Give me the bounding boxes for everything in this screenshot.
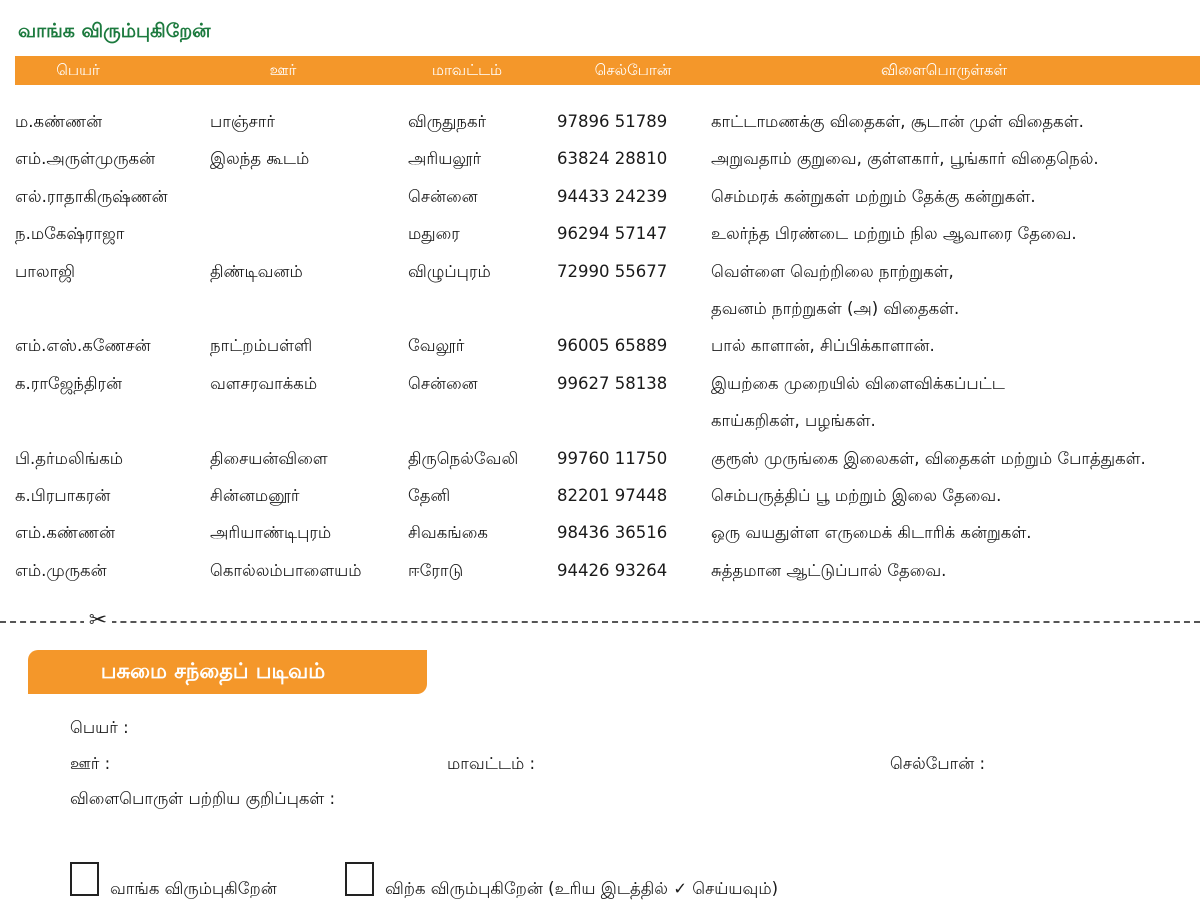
cell-phone: 72990 55677 xyxy=(557,261,668,281)
cell-product: செம்மரக் கன்றுகள் மற்றும் தேக்கு கன்றுகள். xyxy=(711,186,1036,206)
cut-line xyxy=(0,621,1200,623)
cell-phone: 96005 65889 xyxy=(557,336,668,356)
cell-town: பாஞ்சார் xyxy=(210,112,276,131)
cell-district: அரியலூர் xyxy=(408,149,482,169)
cell-product: சுத்தமான ஆட்டுப்பால் தேவை. xyxy=(711,560,947,580)
table-row xyxy=(0,224,1200,261)
column-header-name: பெயர் xyxy=(56,61,100,79)
cell-name: ந.மகேஷ்ராஜா xyxy=(15,224,125,244)
phone-field[interactable]: செல்போன் : xyxy=(890,754,986,773)
cell-town: நாட்றம்பள்ளி xyxy=(210,336,313,356)
cell-product: ஒரு வயதுள்ள எருமைக் கிடாரிக் கன்றுகள். xyxy=(711,523,1032,543)
cell-name: எம்.கண்ணன் xyxy=(15,523,115,543)
cell-name: பி.தர்மலிங்கம் xyxy=(15,448,124,468)
cell-district: சிவகங்கை xyxy=(408,523,488,543)
form-title-banner xyxy=(28,650,427,694)
cell-district: விருதுநகர் xyxy=(408,112,487,131)
cell-phone: 96294 57147 xyxy=(557,224,668,244)
table-row xyxy=(0,411,1200,448)
cell-name: எம்.அருள்முருகன் xyxy=(15,149,156,169)
cell-district: சென்னை xyxy=(408,186,478,206)
buy-checkbox[interactable] xyxy=(70,862,99,896)
column-header-district: மாவட்டம் xyxy=(431,61,503,79)
table-row xyxy=(0,486,1200,523)
cell-town: திசையன்விளை xyxy=(210,448,328,468)
table-row xyxy=(0,374,1200,411)
sell-option-label: விற்க விரும்புகிறேன் (உரிய இடத்தில் ✓ செய்யவும்) xyxy=(385,879,779,898)
cell-district: வேலூர் xyxy=(408,336,465,356)
form-title: பசுமை சந்தைப் படிவம் xyxy=(100,659,326,683)
cell-phone: 99627 58138 xyxy=(557,373,668,393)
column-header-phone: செல்போன் xyxy=(594,61,672,79)
cell-district: தேனி xyxy=(408,486,451,505)
table-header xyxy=(15,56,1200,85)
cell-product: இயற்கை முறையில் விளைவிக்கப்பட்ட xyxy=(711,373,1005,393)
buy-option-label: வாங்க விரும்புகிறேன் xyxy=(110,879,277,898)
scissors-icon: ✂ xyxy=(84,608,112,634)
cell-phone: 63824 28810 xyxy=(557,149,668,169)
cell-product: உலர்ந்த பிரண்டை மற்றும் நில ஆவாரை தேவை. xyxy=(711,224,1077,244)
cell-name: க.ராஜேந்திரன் xyxy=(15,373,123,393)
section-title: வாங்க விரும்புகிறேன் xyxy=(18,20,211,42)
table-row xyxy=(0,336,1200,373)
cell-product: காய்கறிகள், பழங்கள். xyxy=(711,411,876,431)
cell-phone: 99760 11750 xyxy=(557,448,668,468)
cell-town: இலந்த கூடம் xyxy=(210,149,310,169)
cell-town: சின்னமனூர் xyxy=(210,486,300,505)
cell-name: ம.கண்ணன் xyxy=(15,112,103,131)
cell-product: காட்டாமணக்கு விதைகள், சூடான் முள் விதைகள். xyxy=(711,112,1084,131)
name-field[interactable]: பெயர் : xyxy=(70,718,129,737)
district-field[interactable]: மாவட்டம் : xyxy=(447,754,536,773)
table-row xyxy=(0,262,1200,299)
cell-phone: 98436 36516 xyxy=(557,523,668,543)
cell-phone: 97896 51789 xyxy=(557,112,668,131)
cell-district: சென்னை xyxy=(408,373,478,393)
cell-product: அறுவதாம் குறுவை, குள்ளகார், பூங்கார் விதைநெல். xyxy=(711,149,1099,169)
cell-product: தவனம் நாற்றுகள் (அ) விதைகள். xyxy=(711,299,960,318)
cell-town: வளசரவாக்கம் xyxy=(210,373,318,393)
cell-town: அரியாண்டிபுரம் xyxy=(210,523,332,543)
table-row xyxy=(0,523,1200,560)
cell-district: விழுப்புரம் xyxy=(408,261,491,281)
table-row xyxy=(0,187,1200,224)
table-row xyxy=(0,561,1200,598)
cell-phone: 94426 93264 xyxy=(557,560,668,580)
cell-name: எம்.முருகன் xyxy=(15,560,107,580)
cell-town: திண்டிவனம் xyxy=(210,261,303,281)
cell-name: எம்.எஸ்.கணேசன் xyxy=(15,336,151,356)
column-header-product: விளைபொருள்கள் xyxy=(880,61,1008,79)
cell-product: வெள்ளை வெற்றிலை நாற்றுகள், xyxy=(711,261,954,281)
sell-checkbox[interactable] xyxy=(345,862,374,896)
column-header-town: ஊர் xyxy=(269,61,297,79)
cell-phone: 94433 24239 xyxy=(557,186,668,206)
cell-name: எல்.ராதாகிருஷ்ணன் xyxy=(15,186,168,206)
cell-phone: 82201 97448 xyxy=(557,486,668,505)
cell-product: செம்பருத்திப் பூ மற்றும் இலை தேவை. xyxy=(711,486,1002,505)
cell-product: பால் காளான், சிப்பிக்காளான். xyxy=(711,336,935,356)
table-row xyxy=(0,112,1200,149)
cell-town: கொல்லம்பாளையம் xyxy=(210,560,362,580)
town-field[interactable]: ஊர் : xyxy=(70,754,111,773)
cell-name: பாலாஜி xyxy=(15,261,75,281)
cell-district: ஈரோடு xyxy=(408,560,464,580)
table-row xyxy=(0,299,1200,336)
notes-field[interactable]: விளைபொருள் பற்றிய குறிப்புகள் : xyxy=(70,789,336,808)
cell-district: திருநெல்வேலி xyxy=(408,448,519,468)
cell-name: க.பிரபாகரன் xyxy=(15,486,111,505)
table-row xyxy=(0,149,1200,186)
table-row xyxy=(0,449,1200,486)
cell-district: மதுரை xyxy=(408,224,460,244)
cell-product: குரூஸ் முருங்கை இலைகள், விதைகள் மற்றும் போத்துகள். xyxy=(711,448,1146,468)
